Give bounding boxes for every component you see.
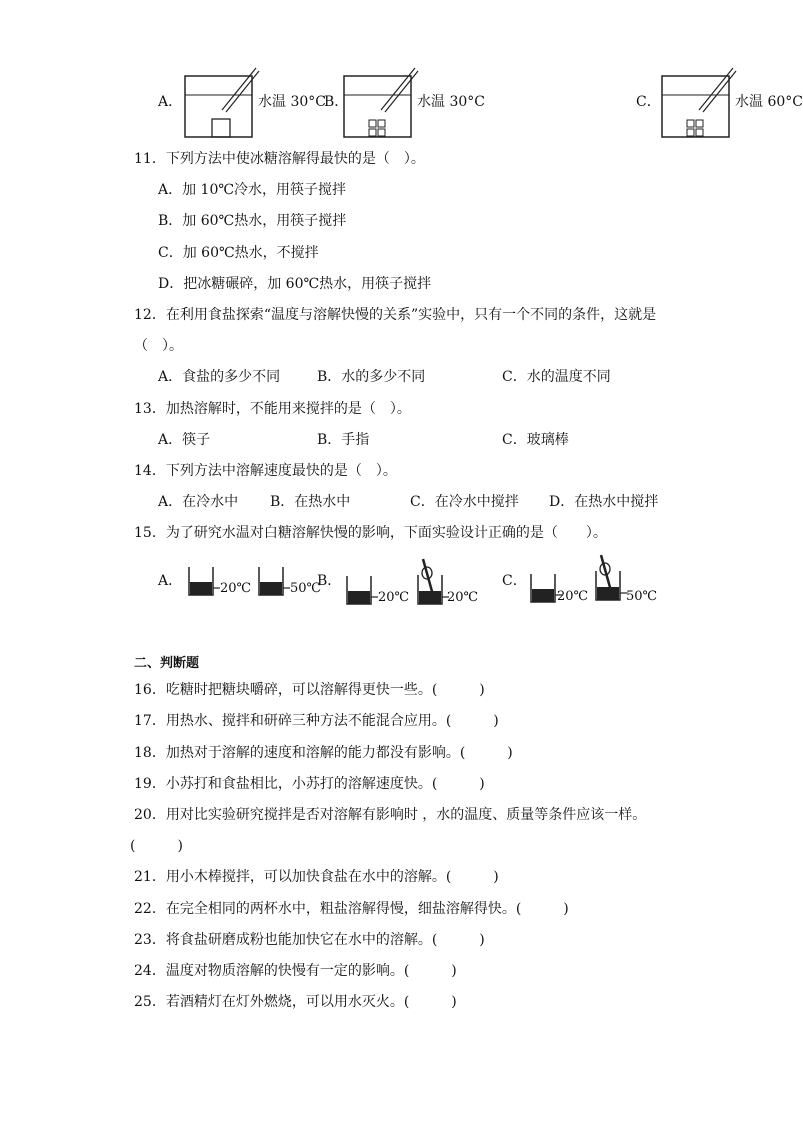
q23: 23．将食盐研磨成粉也能加快它在水中的溶解。( ) — [134, 932, 485, 948]
q14-option-d: D．在热水中搅拌 — [549, 494, 659, 510]
q10-option-c-temp: 水温 60°C — [735, 94, 803, 110]
q18: 18．加热对于溶解的速度和溶解的能力都没有影响。( ) — [134, 745, 513, 761]
q15-b2-temp: 20℃ — [447, 590, 479, 605]
q13-option-c: C．玻璃棒 — [502, 432, 569, 448]
q15-a2-temp: 50℃ — [290, 581, 322, 596]
q12-option-a: A．食盐的多少不同 — [158, 369, 281, 385]
q13-stem: 13．加热溶解时，不能用来搅拌的是（ ）。 — [134, 401, 411, 417]
q15-b1-temp: 20℃ — [378, 590, 410, 605]
q10-option-a-label: A． — [158, 94, 183, 110]
q11-option-c: C．加 60℃热水，不搅拌 — [158, 245, 319, 261]
q10-figure-a — [184, 68, 260, 140]
q25: 25．若酒精灯在灯外燃烧，可以用水灭火。( ) — [134, 994, 457, 1010]
q15-option-b-label: B． — [317, 573, 342, 589]
q15-a1-temp: 20℃ — [220, 581, 252, 596]
q20: 20．用对比实验研究搅拌是否对溶解有影响时 ，水的温度、质量等条件应该一样。 — [134, 807, 647, 823]
q16: 16．吃糖时把糖块嚼碎，可以溶解得更快一些。( ) — [134, 682, 485, 698]
q14-option-c: C．在冷水中搅拌 — [410, 494, 519, 510]
q19: 19．小苏打和食盐相比，小苏打的溶解速度快。( ) — [134, 776, 485, 792]
q14-option-b: B．在热水中 — [270, 494, 351, 510]
q10-option-b-temp: 水温 30°C — [417, 94, 485, 110]
q10-figure-c — [661, 68, 737, 140]
q15-option-c-label: C． — [502, 573, 527, 589]
q12-option-b: B．水的多少不同 — [317, 369, 426, 385]
q24: 24．温度对物质溶解的快慢有一定的影响。( ) — [134, 963, 457, 979]
q22: 22．在完全相同的两杯水中，粗盐溶解得慢，细盐溶解得快。( ) — [134, 901, 569, 917]
q14-option-a: A．在冷水中 — [158, 494, 239, 510]
q20-answer-blank: ( ) — [130, 838, 183, 854]
q14-stem: 14．下列方法中溶解速度最快的是（ ）。 — [134, 463, 397, 479]
q10-option-c-label: C． — [636, 94, 661, 110]
q15-stem: 15．为了研究水温对白糖溶解快慢的影响，下面实验设计正确的是（ ）。 — [134, 525, 607, 541]
q12-stem-continued: （ ）。 — [134, 338, 183, 354]
q15-option-a-label: A． — [158, 573, 183, 589]
q17: 17．用热水、搅拌和研碎三种方法不能混合应用。( ) — [134, 713, 499, 729]
q11-option-d: D．把冰糖碾碎，加 60℃热水，用筷子搅拌 — [158, 276, 432, 292]
q21: 21．用小木棒搅拌，可以加快食盐在水中的溶解。( ) — [134, 869, 499, 885]
q11-option-b: B．加 60℃热水，用筷子搅拌 — [158, 213, 347, 229]
q10-figure-b — [343, 68, 419, 140]
q15-c1-temp: 20℃ — [557, 589, 589, 604]
q12-option-c: C．水的温度不同 — [502, 369, 611, 385]
q15-c2-temp: 50℃ — [626, 589, 658, 604]
q12-stem: 12．在利用食盐探索“温度与溶解快慢的关系”实验中，只有一个不同的条件，这就是 — [134, 307, 657, 323]
q11-option-a: A．加 10℃冷水，用筷子搅拌 — [158, 182, 347, 198]
q10-option-b-label: B． — [324, 94, 349, 110]
q13-option-b: B．手指 — [317, 432, 370, 448]
q10-option-a-temp: 水温 30°C — [258, 94, 326, 110]
q11-stem: 11．下列方法中使冰糖溶解得最快的是（ ）。 — [134, 151, 425, 167]
section-2-title: 二、判断题 — [134, 656, 200, 671]
q13-option-a: A．筷子 — [158, 432, 211, 448]
